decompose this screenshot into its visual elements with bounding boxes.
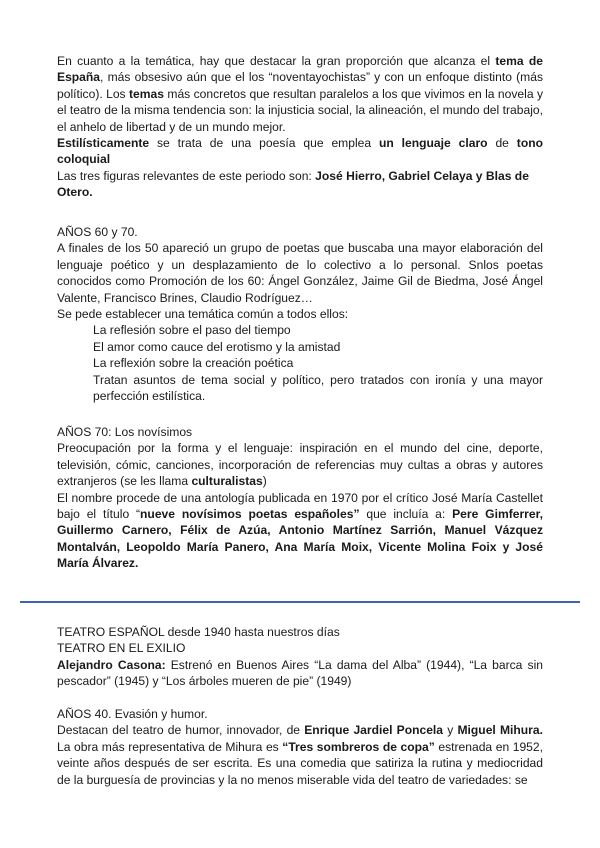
bold-text-run: Enrique Jardiel Poncela [304, 723, 444, 738]
text-run: que incluía a: [359, 507, 453, 522]
paragraph-tematica [57, 53, 543, 135]
paragraph-humor [57, 722, 543, 788]
paragraph-casona [57, 657, 543, 690]
paragraph-figuras [57, 168, 543, 201]
text-run: El nombre procede de una antología publicada en 1970 por el crítico José María Castellet bajo el título “ [57, 490, 543, 522]
bold-text-run: nueve novísimos poetas españoles” [140, 507, 360, 522]
bold-text-run: culturalistas [191, 474, 263, 489]
list-item: El amor como cauce del erotismo y la amistad [93, 339, 341, 354]
text-run: se trata de una poesía que emplea [149, 136, 380, 151]
text-run: Estrenó en Buenos Aires “La dama del Alba” (1944), “La barca sin pescador” (1945) y “Los árboles mueren de pie” (1949) [57, 657, 543, 689]
heading-novisimos: AÑOS 70: Los novísimos [57, 425, 193, 439]
list-item: Tratan asuntos de tema social y político, pero tratados con ironía y una mayor perfección estilística. [93, 372, 543, 404]
text-run: , más obsesivo aún que el los “noventayochistas” y con un enfoque distinto (más político). Los [57, 70, 543, 101]
bold-text-run: “Tres sombreros de copa” [282, 739, 435, 754]
text-run: estrenada en 1952, veinte años después de ser escrita. Es una comedia que satiriza la rutina y mediocridad de la burguesía de provincias y la no menos miserable vida del teatro de variedades: se [57, 739, 543, 787]
heading-anos-60-70: AÑOS 60 y 70. [57, 225, 138, 239]
text-run: Destacan del teatro de humor, innovador, de [57, 723, 305, 738]
text-run: La obra más representativa de Mihura es [57, 739, 283, 754]
paragraph-estilo [57, 135, 543, 168]
section-poesia-social [57, 53, 543, 201]
section-anos-60-70 [57, 224, 543, 404]
bold-text-run: un lenguaje claro [379, 136, 488, 151]
bold-text-run: José Hierro, Gabriel Celaya y Blas de Otero. [57, 168, 529, 200]
bold-text-run: Estilísticamente [57, 136, 150, 151]
bold-text-run: temas [129, 86, 164, 101]
bold-text-run: Miguel Mihura. [457, 723, 543, 738]
text-run: más concretos que resultan paralelos a los que vivimos en la novela y el teatro de la misma tendencia son: la injusticia social, la alineación, el mundo del trabajo, el anhelo de libertad y de un mundo mejor. [57, 86, 543, 134]
list-item: La reflexión sobre la creación poética [93, 356, 294, 371]
bold-text-run: Pere Gimferrer, Guillermo Carnero, Félix de Azúa, Antonio Martínez Sarrión, Manuel Vázquez Montalván, Leopoldo María Panero, Ana María Moix, Vicente Molina Foix y José María Álvarez. [57, 507, 543, 571]
section-divider [20, 601, 580, 603]
paragraph-tematica-comun: Se pede establecer una temática común a todos ellos: [57, 307, 349, 322]
text-run: Las tres figuras relevantes de este periodo son: [57, 168, 316, 183]
theme-list [57, 322, 543, 404]
heading-teatro-exilio: TEATRO EN EL EXILIO [57, 641, 186, 656]
bold-text-run: tono coloquial [57, 136, 543, 167]
bold-text-run: Alejandro Casona: [57, 657, 166, 672]
text-run: de [487, 136, 517, 151]
paragraph-nombre-antologia [57, 490, 543, 572]
bold-text-run: tema de España [57, 54, 543, 85]
heading-anos-40: AÑOS 40. Evasión y humor. [57, 707, 208, 722]
text-run: ) [262, 474, 267, 489]
paragraph-preocupacion [57, 440, 543, 489]
text-run: Preocupación por la forma y el lenguaje: inspiración en el mundo del cine, deporte, televisión, cómic, canciones, incorporación de referencias muy cultas a obras y autores extranjeros (se les llama [57, 441, 543, 489]
section-teatro [57, 624, 543, 788]
text-run: y [443, 723, 458, 738]
heading-teatro-espanol: TEATRO ESPAÑOL desde 1940 hasta nuestros días [57, 625, 340, 639]
section-novisimos [57, 424, 543, 572]
list-item: La reflesión sobre el paso del tiempo [93, 323, 291, 338]
text-run: En cuanto a la temática, hay que destacar la gran proporción que alcanza el [57, 54, 496, 68]
paragraph-promocion-60: A finales de los 50 apareció un grupo de poetas que buscaba una mayor elaboración del lenguaje poético y un desplazamiento de lo colectivo a lo personal. Snlos poetas conocidos como Promoción de los 60: Ángel González, Jaime Gil de Biedma, José Ángel Valente, Francisco Brines, Claudio Rodríguez… [57, 241, 543, 305]
